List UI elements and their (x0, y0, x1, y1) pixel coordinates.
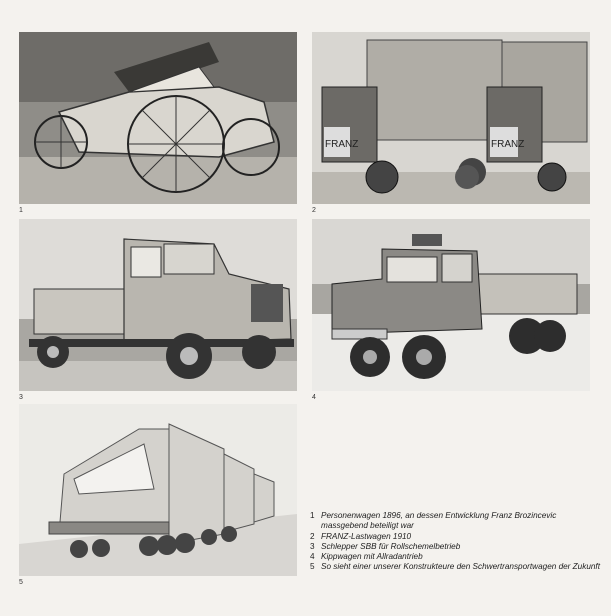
caption-text: Kippwagen mit Allradantrieb (321, 552, 423, 562)
caption-item (310, 542, 600, 552)
caption-text: FRANZ-Lastwagen 1910 (321, 531, 412, 541)
caption-number: 1 (310, 511, 315, 520)
caption-number: 5 (310, 562, 315, 572)
photo-number-1: 1 (19, 207, 23, 214)
caption-number: 3 (310, 541, 315, 551)
dump-truck-image (312, 219, 590, 391)
photo-number-5: 5 (19, 579, 23, 586)
franz-plate-1: FRANZ (325, 139, 359, 150)
caption-item (310, 511, 600, 532)
caption-text: Personenwagen 1896, an dessen Entwicklung Franz Brozincevic massgebend beteiligt war (321, 511, 557, 531)
franz-plate-2: FRANZ (491, 139, 525, 150)
franz-trucks-image (312, 32, 590, 204)
antique-car-image (19, 32, 297, 204)
photo-2-franz-trucks (312, 32, 590, 204)
photo-5-future-truck (19, 404, 297, 576)
photo-1-antique-car (19, 32, 297, 204)
tractor-image (19, 219, 297, 391)
caption-item (310, 552, 600, 562)
photo-4-dump-truck (312, 219, 590, 391)
photo-number-2: 2 (312, 207, 316, 214)
caption-list (310, 511, 600, 573)
caption-item (310, 532, 600, 542)
future-truck-sketch-image (19, 404, 297, 576)
photo-number-3: 3 (19, 394, 23, 401)
caption-text: Schlepper SBB für Rollschemelbetrieb (321, 541, 461, 551)
caption-item (310, 562, 600, 572)
photo-3-tractor (19, 219, 297, 391)
photo-number-4: 4 (312, 394, 316, 401)
caption-number: 2 (310, 531, 315, 541)
caption-text: So sieht einer unserer Konstrukteure den Schwertransportwagen der Zukunft (321, 562, 600, 572)
caption-number: 4 (310, 552, 315, 562)
